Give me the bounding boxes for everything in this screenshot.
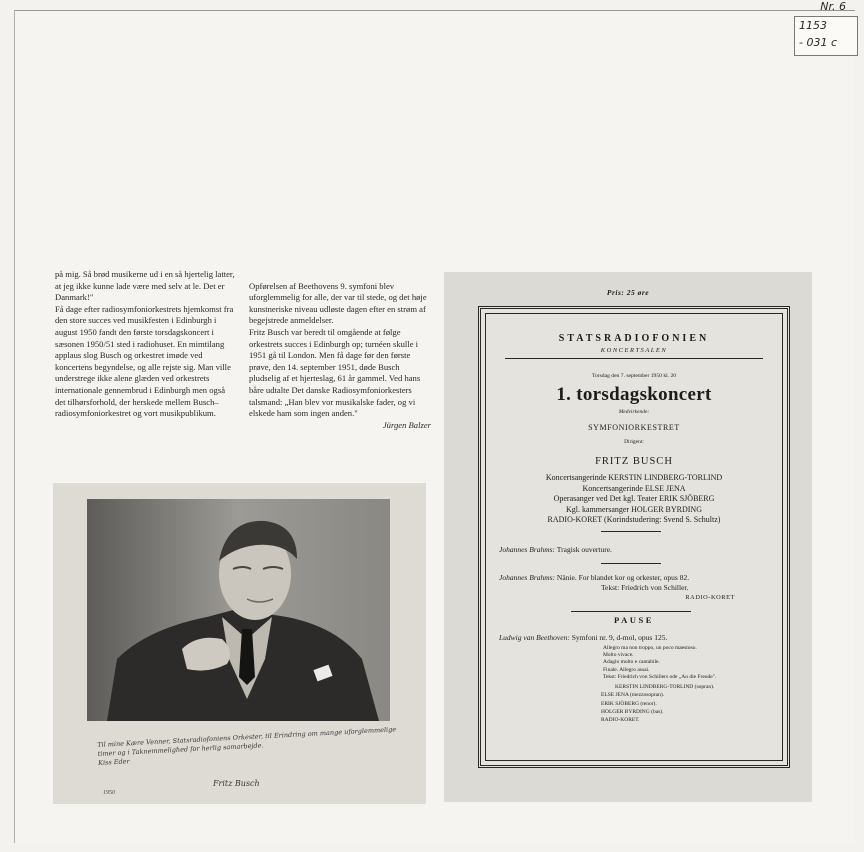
programme-work-2: [499, 573, 761, 602]
programme-price: Pris: 25 øre: [606, 288, 650, 297]
work-performer: RADIO-KORET: [685, 593, 735, 601]
catalog-label: [794, 16, 858, 56]
programme-work-3: [499, 633, 667, 643]
soloist-entry: RADIO-KORET.: [601, 717, 640, 724]
programme-conductor-label: Dirigent:: [624, 439, 644, 445]
photo-year: 1950: [103, 790, 115, 796]
work-composer: Johannes Brahms:: [499, 545, 556, 554]
article-column-1: på mig. Så brød musikerne ud i en så hjertelig latter, at jeg ikke kunne lade være med selv at le. Det er Danmark!" Få dage efter radiosymfoniorkestrets hjemkomst fra den store succes ved musikfesten i Edinburgh i august 1950 fandt den første torsdagskoncert i sæsonen 1950/51 sted i radiohuset. En mimtilang applaus slog Busch og orkestret imøde ved koncertens begyndelse, og alle rejste sig. Man ville understrege ikke alene glæden ved orkestrets internationale gennembrud i Edinburgh men også det tilhørsforhold, der herskede mellem Busch–radiosymfoniorkestret og vort musikpublikum.: [55, 269, 235, 419]
programme-organisation: STATSRADIOFONIEN: [558, 333, 710, 344]
work-title: Tragisk ouverture.: [556, 545, 612, 554]
programme-hall: KONCERTSALEN: [600, 347, 668, 354]
programme-conductor: FRITZ BUSCH: [595, 456, 673, 467]
soloist-entry: ELSE JENA (mezzosopran).: [601, 692, 665, 699]
portrait-image: [87, 499, 390, 721]
programme-soloists: Koncertsangerinde KERSTIN LINDBERG-TORLIND Koncertsangerinde ELSE JENA Operasanger ved Det kgl. Teater ERIK SJÖBERG Kgl. kammersanger HOLGER BYRDING RADIO-KORET (Korindstudering: Svend S. Schultz): [545, 473, 723, 525]
programme-orchestra: SYMFONIORKESTRET: [588, 423, 680, 432]
programme-divider: [601, 563, 661, 564]
article-column-2: [249, 269, 431, 443]
catalog-note: [786, 0, 856, 58]
article-column-2-text: Opførelsen af Beethovens 9. symfoni blev uforglemmelig for alle, der var til stede, og det høje kunstneriske niveau udløste dagen efter en strøm af begejstrede anmeldelser. Fritz Busch var beredt til omgående at følge orkestrets succes i Edinburgh op; turnéen skulle i 1951 gå til London. Men få dage før den første prøve, den 14. september 1951, døde Busch pludselig af et hjerteslag, 61 år gammel. Ved hans båre udtalte Det danske Radiosymfoniorkesters talsmand: „Han blev vor musikalske fader, og vi elskede ham som ingen anden.": [249, 280, 427, 419]
programme-work-1: [499, 545, 612, 555]
programme-divider: [505, 358, 763, 359]
soloist-entry: HOLGER BYRDING (bas).: [601, 708, 664, 715]
work-soloist-list: [601, 683, 714, 724]
soloist-entry: ERIK SJÖBERG (tenor).: [601, 700, 657, 707]
concert-programme: [444, 272, 812, 802]
work-title: Symfoni nr. 9, d-mol, opus 125.: [571, 633, 668, 642]
photo-signature: Fritz Busch: [213, 779, 260, 788]
work-movements: Allegro ma non troppo, un poco maestoso. Molto vivace. Adagio molto e cantabile. Finale. Allegro assai. Tekst: Friedrich von Schillers ode „An die Freude".: [603, 645, 717, 680]
programme-date: Torsdag den 7. september 1950 kl. 20: [591, 373, 677, 379]
work-composer: Johannes Brahms:: [499, 573, 556, 582]
programme-frame: [478, 306, 790, 768]
article-signature: Jürgen Balzer: [382, 419, 431, 430]
soloist-entry: KERSTIN LINDBERG-TORLIND (sopran).: [615, 684, 715, 690]
programme-divider: [571, 611, 691, 612]
photo-inscription: Til mine Kære Venner, Statsradiofoniens Orkester, til Erindring om mange uforglemmelige timer og i Taknemmelighed for herlig samarbejde. Kiss Eder: [97, 725, 397, 767]
work-text-credit: Tekst: Friedrich von Schiller.: [601, 582, 689, 592]
work-composer: Ludwig van Beethoven:: [499, 633, 570, 642]
portrait-print: [87, 499, 390, 721]
work-title: Nänie. For blandet kor og orkester, opus 82.: [556, 573, 690, 582]
programme-assist-label: Medvirkende:: [618, 409, 650, 415]
programme-divider: [601, 531, 661, 532]
programme-title: 1. torsdagskoncert: [556, 384, 712, 405]
catalog-line: 1153: [799, 19, 827, 32]
catalog-line: - 031 c: [799, 36, 838, 49]
catalog-number: Nr. 6: [820, 0, 846, 13]
programme-pause: PAUSE: [613, 615, 655, 625]
portrait-photo: [53, 483, 426, 804]
